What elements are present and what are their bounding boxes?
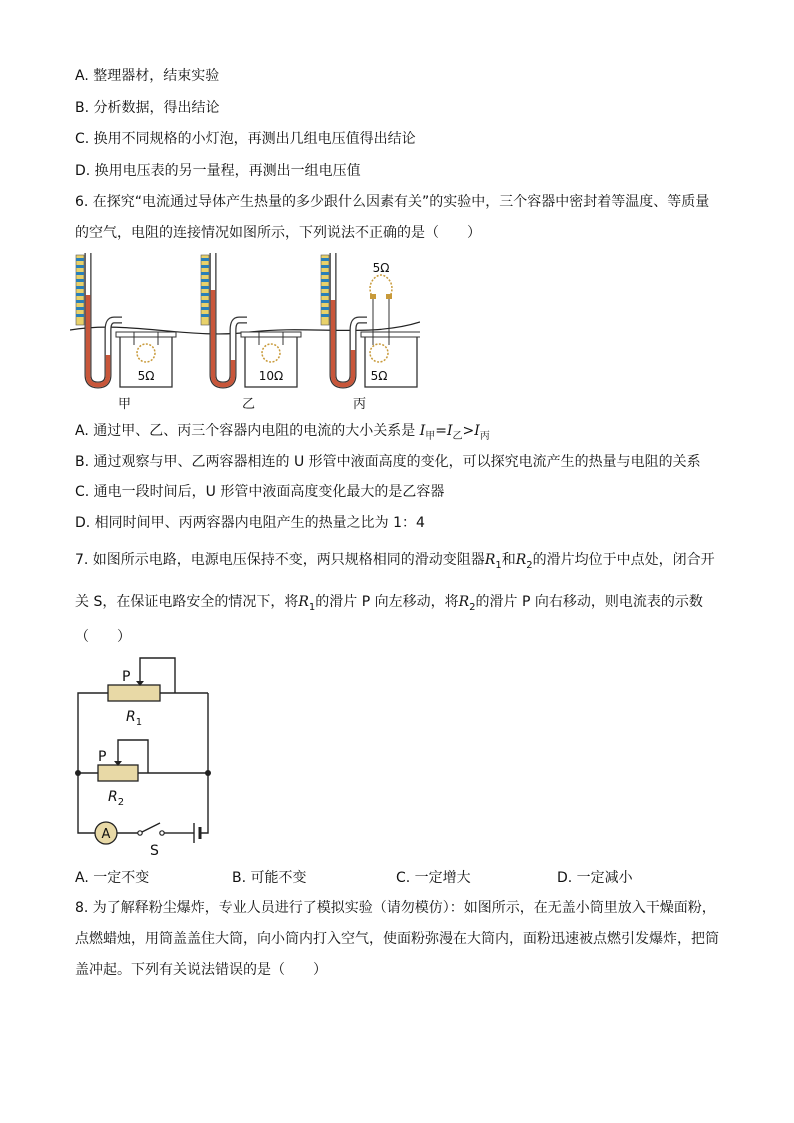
formula-i: I (474, 423, 480, 439)
formula-sub-jia: 甲 (425, 430, 436, 442)
q6-option-d: D. 相同时间甲、丙两容器内电阻产生的热量之比为 1：4 (75, 515, 425, 531)
rheostat-r2 (98, 765, 138, 781)
resistor-label-yi: 10Ω (258, 369, 284, 383)
q5-option-c: C. 换用不同规格的小灯泡，再测出几组电压值得出结论 (75, 131, 416, 147)
figure-label-jia: 甲 (118, 397, 132, 412)
external-resistor-label: 5Ω (372, 261, 390, 275)
symbol-sub: 2 (469, 601, 476, 613)
formula-sub-bing: 丙 (479, 430, 490, 442)
formula-gt: > (462, 423, 475, 439)
resistor-label-bing: 5Ω (370, 369, 388, 383)
q7-option-a: A. 一定不变 (75, 870, 150, 886)
q7-stem-line2 (75, 592, 703, 618)
q7-circuit-figure (70, 655, 220, 860)
figure-label-bing: 丙 (353, 397, 367, 412)
apparatus-bing (321, 253, 420, 387)
q7-stem-line3: （ ） (75, 629, 131, 645)
rheostat-r1 (108, 685, 160, 701)
q7-stem-part: 的滑片 P 向右移动，则电流表的示数 (475, 594, 703, 610)
figure-label-yi: 乙 (242, 397, 256, 412)
symbol-r: R (298, 594, 309, 610)
resistor-label-jia: 5Ω (137, 369, 155, 383)
q6-stem-line2: 的空气，电阻的连接情况如图所示，下列说法不正确的是（ ） (75, 225, 481, 241)
q8-line3: 盖冲起。下列有关说法错误的是（ ） (75, 962, 327, 978)
q6-option-a (75, 421, 490, 447)
q7-option-c: C. 一定增大 (396, 870, 471, 886)
q8-line2: 点燃蜡烛，用筒盖盖住大筒，向小筒内打入空气，使面粉弥漫在大筒内，面粉迅速被点燃引发爆炸，把筒 (75, 931, 719, 947)
ammeter-label: A (101, 827, 111, 842)
svg-text:R1 (126, 709, 142, 728)
q5-option-b: B. 分析数据，得出结论 (75, 100, 220, 116)
r1-subscript: 1 (135, 717, 143, 728)
formula-i: I (419, 423, 426, 439)
q7-stem-part: 的滑片 P 向左移动，将 (315, 594, 459, 610)
q7-stem-part: 7. 如图所示电路，电源电压保持不变，两只规格相同的滑动变阻器 (75, 552, 485, 568)
r2-symbol: R (108, 789, 118, 805)
q6-option-a-text: A. 通过甲、乙、丙三个容器内电阻的电流的大小关系是 (75, 423, 416, 439)
q7-option-b: B. 可能不变 (232, 870, 307, 886)
apparatus-jia (76, 253, 176, 387)
q5-option-d: D. 换用电压表的另一量程，再测出一组电压值 (75, 163, 361, 179)
slider-p1-label: P (122, 669, 131, 685)
q6-option-b: B. 通过观察与甲、乙两容器相连的 U 形管中液面高度的变化，可以探究电流产生的热量与电阻的关系 (75, 454, 701, 470)
symbol-sub: 1 (495, 559, 502, 571)
q7-stem-line1 (75, 550, 715, 576)
q7-stem-part: 的滑片均位于中点处，闭合开 (532, 552, 715, 568)
r1-symbol: R (126, 709, 136, 725)
symbol-r: R (515, 552, 527, 568)
formula-i: I (446, 423, 453, 439)
formula-sub-yi: 乙 (452, 430, 463, 442)
formula-eq: = (435, 423, 447, 439)
svg-text:R2 (108, 789, 124, 808)
apparatus-yi (201, 253, 301, 387)
q7-stem-part: 关 S，在保证电路安全的情况下，将 (75, 594, 299, 610)
slider-p2-label: P (98, 749, 107, 765)
symbol-sub: 1 (308, 601, 316, 613)
q7-option-d: D. 一定减小 (557, 870, 633, 886)
switch-label: S (150, 843, 159, 859)
q8-line1: 8. 为了解释粉尘爆炸，专业人员进行了模拟实验（请勿模仿）：如图所示，在无盖小筒里放入干燥面粉， (75, 900, 716, 916)
r2-subscript: 2 (117, 797, 125, 808)
switch-icon (142, 823, 160, 832)
q7-stem-part: 和 (501, 552, 516, 568)
q5-option-a: A. 整理器材，结束实验 (75, 68, 220, 84)
q6-figure (70, 250, 420, 415)
symbol-r: R (484, 552, 496, 568)
symbol-r: R (458, 594, 470, 610)
symbol-sub: 2 (526, 559, 533, 571)
q6-stem-line1: 6. 在探究“电流通过导体产生热量的多少跟什么因素有关”的实验中，三个容器中密封着等温度、等质量 (75, 194, 710, 210)
q6-option-c: C. 通电一段时间后，U 形管中液面高度变化最大的是乙容器 (75, 484, 445, 500)
